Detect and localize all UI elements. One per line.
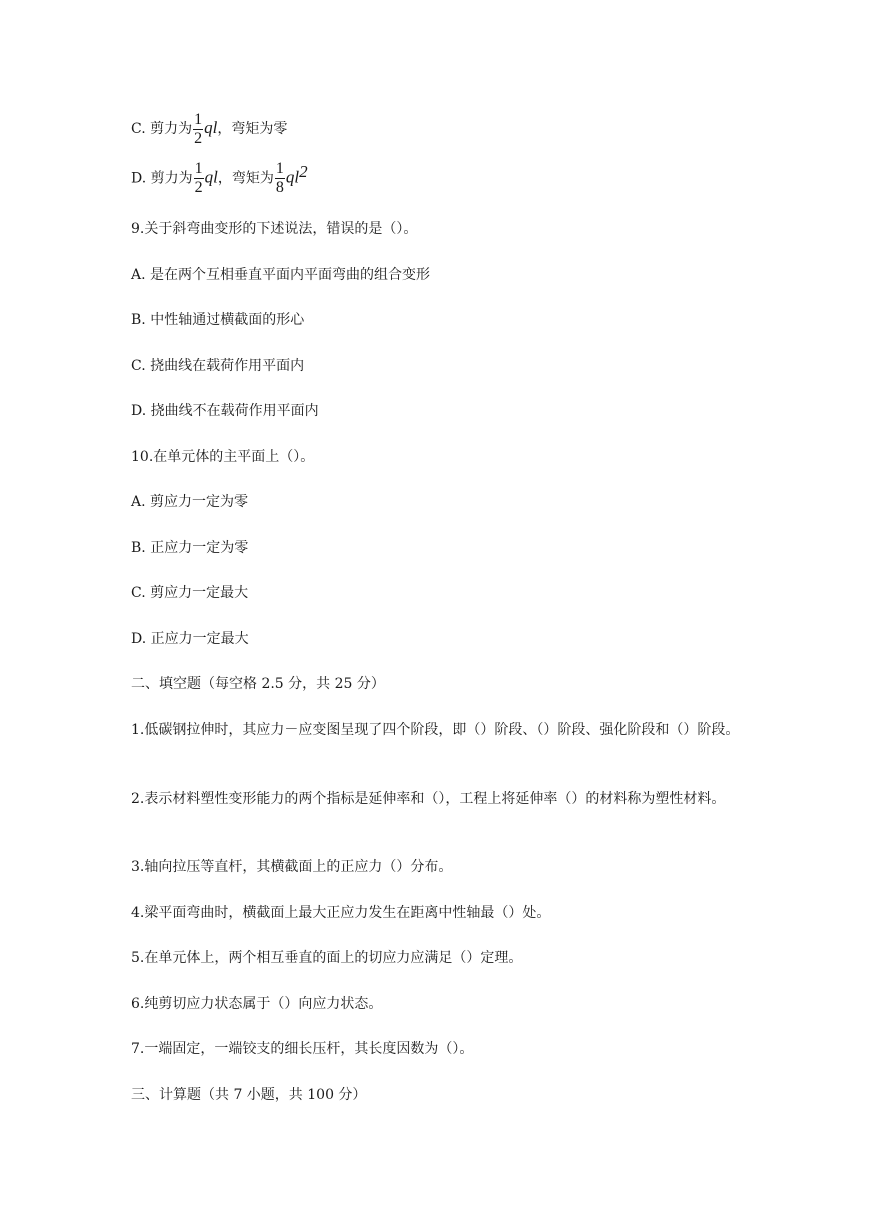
option-c-suffix: ，弯矩为零 (217, 121, 288, 137)
fraction-half (194, 160, 204, 197)
section-3-heading: 三、计算题（共 7 小题，共 100 分） (131, 1087, 367, 1103)
fraction-eighth (275, 160, 285, 197)
q8-option-c (131, 108, 751, 149)
q10-option-c: C. 剪应力一定最大 (131, 585, 249, 601)
q9-option-a: A. 是在两个互相垂直平面内平面弯曲的组合变形 (131, 267, 431, 283)
fraction-denominator: 2 (194, 179, 203, 197)
q9-option-b: B. 中性轴通过横截面的形心 (131, 312, 305, 328)
fraction-numerator: 1 (194, 110, 203, 128)
question-9-stem: 9.关于斜弯曲变形的下述说法，错误的是（）。 (131, 221, 418, 237)
q9-option-d: D. 挠曲线不在载荷作用平面内 (131, 403, 319, 419)
math-exponent: 2 (299, 162, 308, 181)
fill-item-3: 3.轴向拉压等直杆，其横截面上的正应力（）分布。 (131, 859, 453, 875)
math-expression: ql (285, 167, 300, 187)
option-d-prefix: D. 剪力为 (131, 170, 193, 187)
math-expression: ql (204, 118, 218, 137)
q10-option-b: B. 正应力一定为零 (131, 540, 249, 556)
fraction-half (193, 111, 203, 148)
fraction-numerator: 1 (194, 160, 203, 178)
question-10-stem: 10.在单元体的主平面上（）。 (131, 449, 315, 465)
math-expression: ql (204, 167, 218, 187)
fill-item-5: 5.在单元体上，两个相互垂直的面上的切应力应满足（）定理。 (131, 950, 523, 966)
option-d-mid: ，弯矩为 (217, 170, 274, 187)
fraction-numerator: 1 (275, 160, 284, 178)
section-2-heading: 二、填空题（每空格 2.5 分，共 25 分） (131, 676, 385, 692)
fill-item-2: 2.表示材料塑性变形能力的两个指标是延伸率和（），工程上将延伸率（）的材料称为塑性材料。 (131, 791, 726, 807)
fill-item-1: 1.低碳钢拉伸时，其应力－应变图呈现了四个阶段，即（）阶段、（）阶段、强化阶段和（）阶段。 (131, 722, 740, 738)
option-c-prefix: C. 剪力为 (131, 121, 193, 137)
q8-option-d (131, 152, 751, 199)
q10-option-a: A. 剪应力一定为零 (131, 494, 249, 510)
fraction-denominator: 2 (194, 129, 203, 147)
q9-option-c: C. 挠曲线在载荷作用平面内 (131, 358, 305, 374)
fill-item-4: 4.梁平面弯曲时，横截面上最大正应力发生在距离中性轴最（）处。 (131, 905, 551, 921)
q10-option-d: D. 正应力一定最大 (131, 631, 249, 647)
fraction-denominator: 8 (275, 179, 284, 197)
fill-item-7: 7.一端固定，一端铰支的细长压杆，其长度因数为（）。 (131, 1041, 474, 1057)
fill-item-6: 6.纯剪切应力状态属于（）向应力状态。 (131, 996, 383, 1012)
